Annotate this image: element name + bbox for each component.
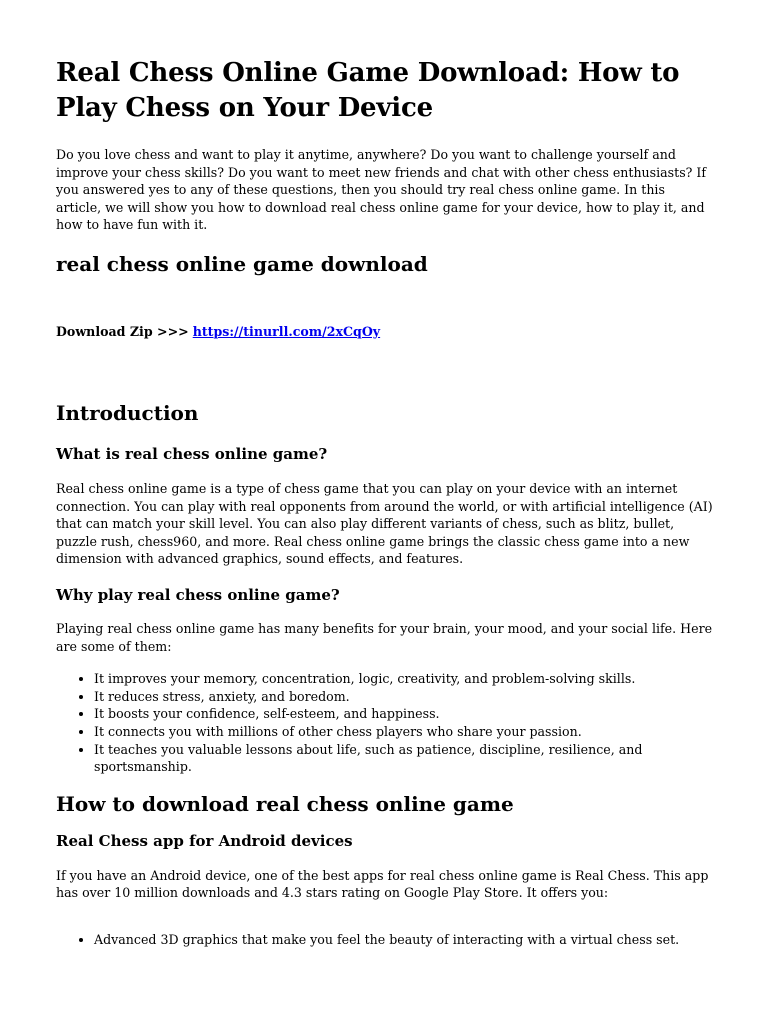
why-paragraph: Playing real chess online game has many benefits for your brain, your mood, and your social life. Here are some of them: [56, 620, 713, 654]
android-features-list [56, 931, 714, 949]
android-paragraph: If you have an Android device, one of the best apps for real chess online game is Real Chess. This app has over 10 million downloads and 4.3 stars rating on Google Play Store. It offers you: [56, 867, 709, 901]
download-link[interactable]: https://tinurll.com/2xCqOy [192, 323, 381, 339]
list-item: • It reduces stress, anxiety, and boredom. [94, 688, 714, 706]
introduction-heading: Introduction [56, 400, 199, 425]
download-line [56, 323, 714, 340]
what-heading: What is real chess online game? [56, 444, 328, 463]
download-label: Download Zip >>> [56, 323, 189, 339]
intro-paragraph: Do you love chess and want to play it anytime, anywhere? Do you want to challenge yourself and improve your chess skills? Do you want to meet new friends and chat with other chess enthusiasts? If you answered yes to any of these questions, then you should try real chess online game. In this article, we will show you how to download real chess online game for your device, how to play it, and how to have fun with it. [56, 147, 707, 233]
list-item: • It connects you with millions of other chess players who share your passion. [94, 723, 714, 741]
list-item: • Advanced 3D graphics that make you feel the beauty of interacting with a virtual chess set. [94, 931, 714, 949]
why-heading: Why play real chess online game? [56, 585, 340, 604]
what-paragraph: Real chess online game is a type of chess game that you can play on your device with an internet connection. You can play with real opponents from around the world, or with artificial intelligence (AI) that can match your skill level. You can also play different variants of chess, such as blitz, bullet, puzzle rush, chess960, and more. Real chess online game brings the classic chess game into a new dimension with advanced graphics, sound effects, and features. [56, 480, 713, 567]
keyword-heading: real chess online game download [56, 251, 428, 276]
android-heading: Real Chess app for Android devices [56, 831, 353, 850]
list-item: • It boosts your confidence, self-esteem, and happiness. [94, 705, 714, 723]
how-to-download-heading: How to download real chess online game [56, 791, 514, 816]
list-item: • It improves your memory, concentration, logic, creativity, and problem-solving skills. [94, 670, 714, 688]
benefits-list [56, 670, 714, 776]
page-title: Real Chess Online Game Download: How to Play Chess on Your Device [56, 58, 680, 123]
list-item: • It teaches you valuable lessons about life, such as patience, discipline, resilience, and sportsmanship. [94, 741, 714, 776]
